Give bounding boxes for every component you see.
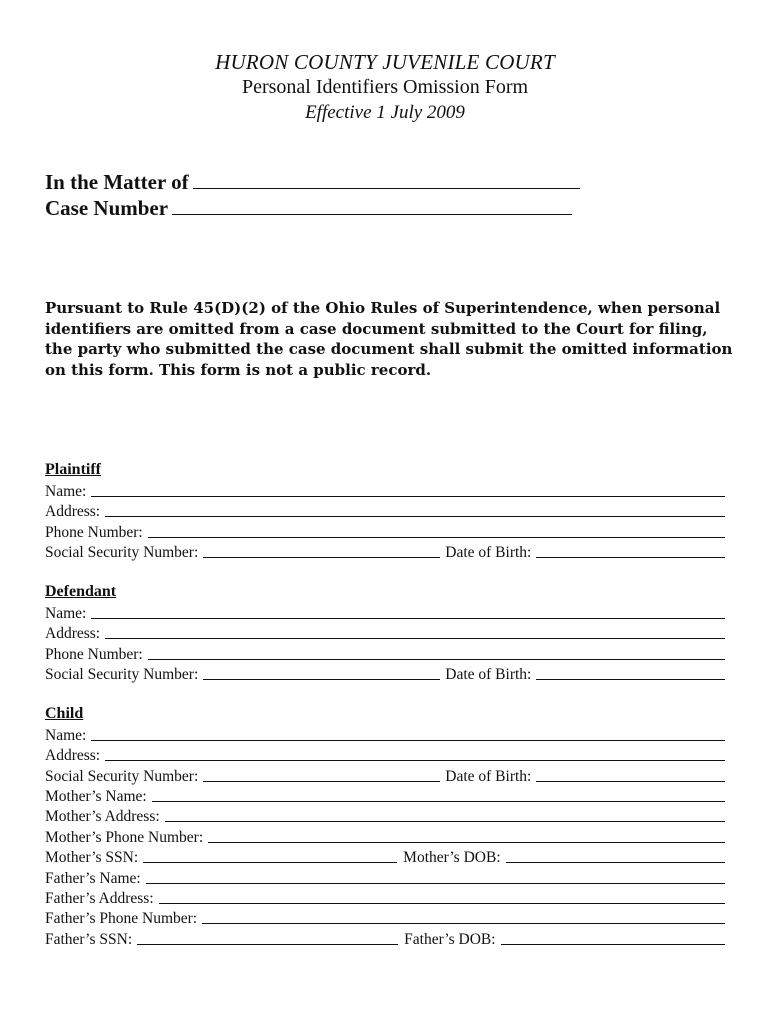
child-name-row <box>45 724 725 744</box>
defendant-ssn-label: Social Security Number: <box>45 665 199 683</box>
plaintiff-dob-label: Date of Birth: <box>445 543 532 561</box>
mother-name-field[interactable] <box>152 801 725 802</box>
defendant-phone-label: Phone Number: <box>45 645 143 663</box>
father-ssn-label: Father’s SSN: <box>45 930 133 948</box>
plaintiff-dob-field[interactable] <box>536 557 725 558</box>
father-dob-label: Father’s DOB: <box>404 930 496 948</box>
father-phone-row <box>45 908 725 928</box>
father-name-row <box>45 867 725 887</box>
child-ssn-label: Social Security Number: <box>45 767 199 785</box>
defendant-address-field[interactable] <box>105 638 725 639</box>
father-phone-field[interactable] <box>202 923 725 924</box>
father-address-row <box>45 888 725 908</box>
mother-name-label: Mother’s Name: <box>45 787 147 805</box>
case-info <box>45 169 605 221</box>
child-address-field[interactable] <box>105 760 725 761</box>
plaintiff-phone-field[interactable] <box>148 537 725 538</box>
plaintiff-name-row <box>45 480 725 500</box>
defendant-name-field[interactable] <box>91 618 725 619</box>
plaintiff-ssn-label: Social Security Number: <box>45 543 199 561</box>
father-ssn-field[interactable] <box>137 944 398 945</box>
plaintiff-address-field[interactable] <box>105 516 725 517</box>
mother-phone-field[interactable] <box>208 842 725 843</box>
matter-row <box>45 169 605 195</box>
child-ssn-row <box>45 765 725 785</box>
defendant-address-label: Address: <box>45 625 101 643</box>
plaintiff-phone-label: Phone Number: <box>45 523 143 541</box>
defendant-section <box>45 582 725 684</box>
mother-dob-field[interactable] <box>506 862 725 863</box>
mother-ssn-field[interactable] <box>143 862 397 863</box>
father-address-field[interactable] <box>159 903 725 904</box>
plaintiff-section <box>45 460 725 562</box>
case-number-row <box>45 195 605 221</box>
child-section <box>45 704 725 949</box>
child-heading: Child <box>45 705 84 722</box>
case-number-field[interactable] <box>172 214 572 215</box>
father-name-field[interactable] <box>146 883 725 884</box>
defendant-phone-row <box>45 643 725 663</box>
child-name-field[interactable] <box>91 740 725 741</box>
in-the-matter-label: In the Matter of <box>45 170 189 194</box>
child-name-label: Name: <box>45 726 87 744</box>
child-dob-label: Date of Birth: <box>445 767 532 785</box>
father-dob-field[interactable] <box>501 944 725 945</box>
child-ssn-field[interactable] <box>203 781 440 782</box>
child-address-row <box>45 745 725 765</box>
case-number-label: Case Number <box>45 196 169 220</box>
plaintiff-address-row <box>45 501 725 521</box>
mother-address-field[interactable] <box>165 821 725 822</box>
child-dob-field[interactable] <box>536 781 725 782</box>
plaintiff-address-label: Address: <box>45 503 101 521</box>
defendant-ssn-field[interactable] <box>203 679 440 680</box>
child-address-label: Address: <box>45 747 101 765</box>
plaintiff-name-field[interactable] <box>91 496 725 497</box>
mother-address-label: Mother’s Address: <box>45 808 160 826</box>
rule-notice: Pursuant to Rule 45(D)(2) of the Ohio Rules of Superintendence, when personal identifiers are omitted from a case document submitted to the Court for filing, the party who submitted the case document shall submit the omitted information on this form. This form is not a public record. <box>45 299 733 379</box>
defendant-dob-field[interactable] <box>536 679 725 680</box>
plaintiff-name-label: Name: <box>45 482 87 500</box>
father-phone-label: Father’s Phone Number: <box>45 910 198 928</box>
mother-address-row <box>45 806 725 826</box>
mother-phone-row <box>45 826 725 846</box>
defendant-name-row <box>45 602 725 622</box>
defendant-address-row <box>45 623 725 643</box>
form-title: Personal Identifiers Omission Form <box>241 76 529 98</box>
plaintiff-phone-row <box>45 521 725 541</box>
plaintiff-ssn-field[interactable] <box>203 557 440 558</box>
in-the-matter-field[interactable] <box>193 188 580 189</box>
defendant-heading: Defendant <box>45 583 117 600</box>
mother-name-row <box>45 786 725 806</box>
form-header <box>0 50 770 126</box>
defendant-ssn-row <box>45 664 725 684</box>
mother-phone-label: Mother’s Phone Number: <box>45 828 204 846</box>
court-name: HURON COUNTY JUVENILE COURT <box>215 50 555 74</box>
defendant-phone-field[interactable] <box>148 659 725 660</box>
father-ssn-row <box>45 928 725 948</box>
mother-ssn-row <box>45 847 725 867</box>
plaintiff-ssn-row <box>45 542 725 562</box>
mother-dob-label: Mother’s DOB: <box>403 849 501 867</box>
mother-ssn-label: Mother’s SSN: <box>45 849 139 867</box>
father-address-label: Father’s Address: <box>45 889 154 907</box>
defendant-name-label: Name: <box>45 604 87 622</box>
defendant-dob-label: Date of Birth: <box>445 665 532 683</box>
effective-date: Effective 1 July 2009 <box>305 102 465 123</box>
father-name-label: Father’s Name: <box>45 869 141 887</box>
plaintiff-heading: Plaintiff <box>45 461 101 478</box>
